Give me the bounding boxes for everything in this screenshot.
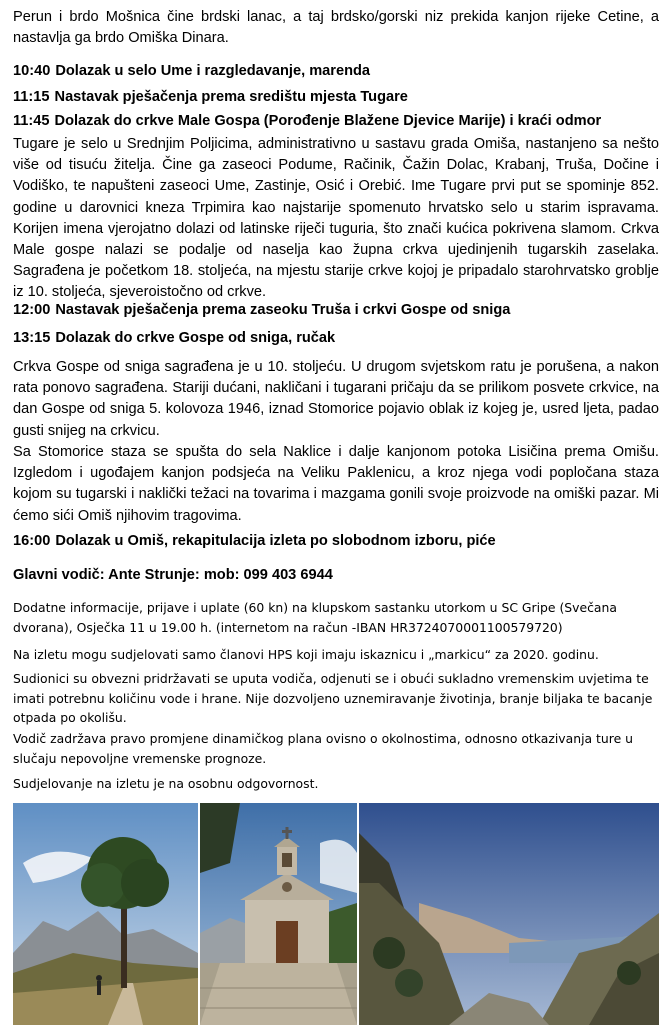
info-rules: Sudionici su obvezni pridržavati se uputa vodiča, odjenuti se i obući sukladno vremenskim uvjetima te imati potrebnu količinu vode i hrane. Nije dozvoljeno uznemiravanje životinja, branje biljaka te bacanje otpada po okolišu. bbox=[13, 671, 653, 725]
mountain-trail-photo bbox=[13, 803, 198, 1025]
schedule-item bbox=[13, 87, 659, 107]
chapel-photo bbox=[200, 803, 357, 1025]
schedule-text: Dolazak do crkve Gospe od sniga, ručak bbox=[55, 330, 336, 346]
photo-strip bbox=[13, 803, 659, 1025]
schedule-time: 10:40 bbox=[13, 63, 51, 79]
info-registration: Dodatne informacije, prijave i uplate (60 kn) na klupskom sastanku utorkom u SC Gripe (Svečana dvorana), Osječka 11 u 19.00 h. (internetom na račun -IBAN HR3724070001100579720) bbox=[13, 600, 617, 635]
schedule-time: 11:45 bbox=[13, 113, 50, 129]
schedule-text: Nastavak pješačenja prema središtu mjesta Tugare bbox=[54, 89, 408, 105]
church-paragraph: Crkva Gospe od sniga sagrađena je u 10. stoljeću. U drugom svjetskom ratu je porušena, a nakon rata ponovo sagrađena. Stariji dućani, nakličani i tugarani pričaju da se prilikom posvete crkvice, na dan Gospe od sniga 5. kolovoza 1946, iznad Stomorice pojavio oblak iz kojeg je, usred ljeta, padao gusti snijeg na crkvicu. bbox=[13, 359, 659, 439]
schedule-text: Dolazak do crkve Male Gospa (Porođenje Blažene Djevice Marije) i kraći odmor bbox=[54, 113, 602, 129]
schedule-item bbox=[13, 300, 659, 320]
schedule-time: 13:15 bbox=[13, 330, 51, 346]
schedule-time: 12:00 bbox=[13, 302, 51, 318]
info-responsibility: Sudjelovanje na izletu je na osobnu odgovornost. bbox=[13, 776, 319, 791]
schedule-text: Dolazak u selo Ume i razgledavanje, marenda bbox=[55, 63, 371, 79]
schedule-item bbox=[13, 531, 659, 551]
schedule-item bbox=[13, 61, 659, 81]
guide-line: Glavni vodič: Ante Strunje: mob: 099 403 6944 bbox=[13, 567, 333, 583]
info-plan-change: Vodič zadržava pravo promjene dinamičkog plana ovisno o okolnostima, odnosno otkazivanja ture u slučaju nepovoljne vremenske prognoze. bbox=[13, 731, 633, 766]
descent-paragraph: Sa Stomorice staza se spušta do sela Naklice i dalje kanjonom potoka Lisičina prema Omišu. Izgledom i ugođajem kanjon podsjeća na Veliku Paklenicu, a kroz njega vodi popločana staza kojom su tugarski i naklički težaci na tovarima i mazgama gonili svoje proizvode na omiški pazar. Mi ćemo sići Omiš njihovim tragovima. bbox=[13, 444, 659, 524]
schedule-time: 16:00 bbox=[13, 533, 51, 549]
schedule-item bbox=[13, 111, 659, 131]
canyon-sea-view-photo bbox=[359, 803, 659, 1025]
schedule-text: Nastavak pješačenja prema zaseoku Truša i crkvi Gospe od sniga bbox=[55, 302, 511, 318]
info-membership: Na izletu mogu sudjelovati samo članovi HPS koji imaju iskaznicu i „markicu“ za 2020. godinu. bbox=[13, 647, 599, 662]
intro-paragraph: Perun i brdo Mošnica čine brdski lanac, a taj brdsko/gorski niz prekida kanjon rijeke Cetine, a nastavlja ga brdo Omiška Dinara. bbox=[13, 9, 659, 46]
schedule-item bbox=[13, 328, 659, 348]
schedule-text: Dolazak u Omiš, rekapitulacija izleta po slobodnom izboru, piće bbox=[55, 533, 496, 549]
schedule-time: 11:15 bbox=[13, 89, 50, 105]
tugare-paragraph: Tugare je selo u Srednjim Poljicima, administrativno u sastavu grada Omiša, nastanjeno sa nešto više od tisuću žitelja. Čine ga zaseoci Podume, Račinik, Čažin Dolac, Krabanj, Truša, Dočine i Vodiško, te napušteni zaseoci Ume, Zastinje, Osić i Orebić. Ime Tugare prvi put se spominje 852. godine u darovnici kneza Trpimira kao najstarije spomenuto hrvatsko selo u starim ispravama. Korijen imena vjerojatno dolazi od latinske riječi tuguria, što znači kućica pokrivena slamom. Crkva Male gospe nalazi se podalje od naselja kao župna crkva ujedinjenih tugarskih zaselaka. Sagrađena je početkom 18. stoljeća, na mjestu starije crkve kojoj je pripadalo starohrvatsko groblje iz 10. stoljeća, sjeveroistočno od crkve. bbox=[13, 136, 659, 301]
